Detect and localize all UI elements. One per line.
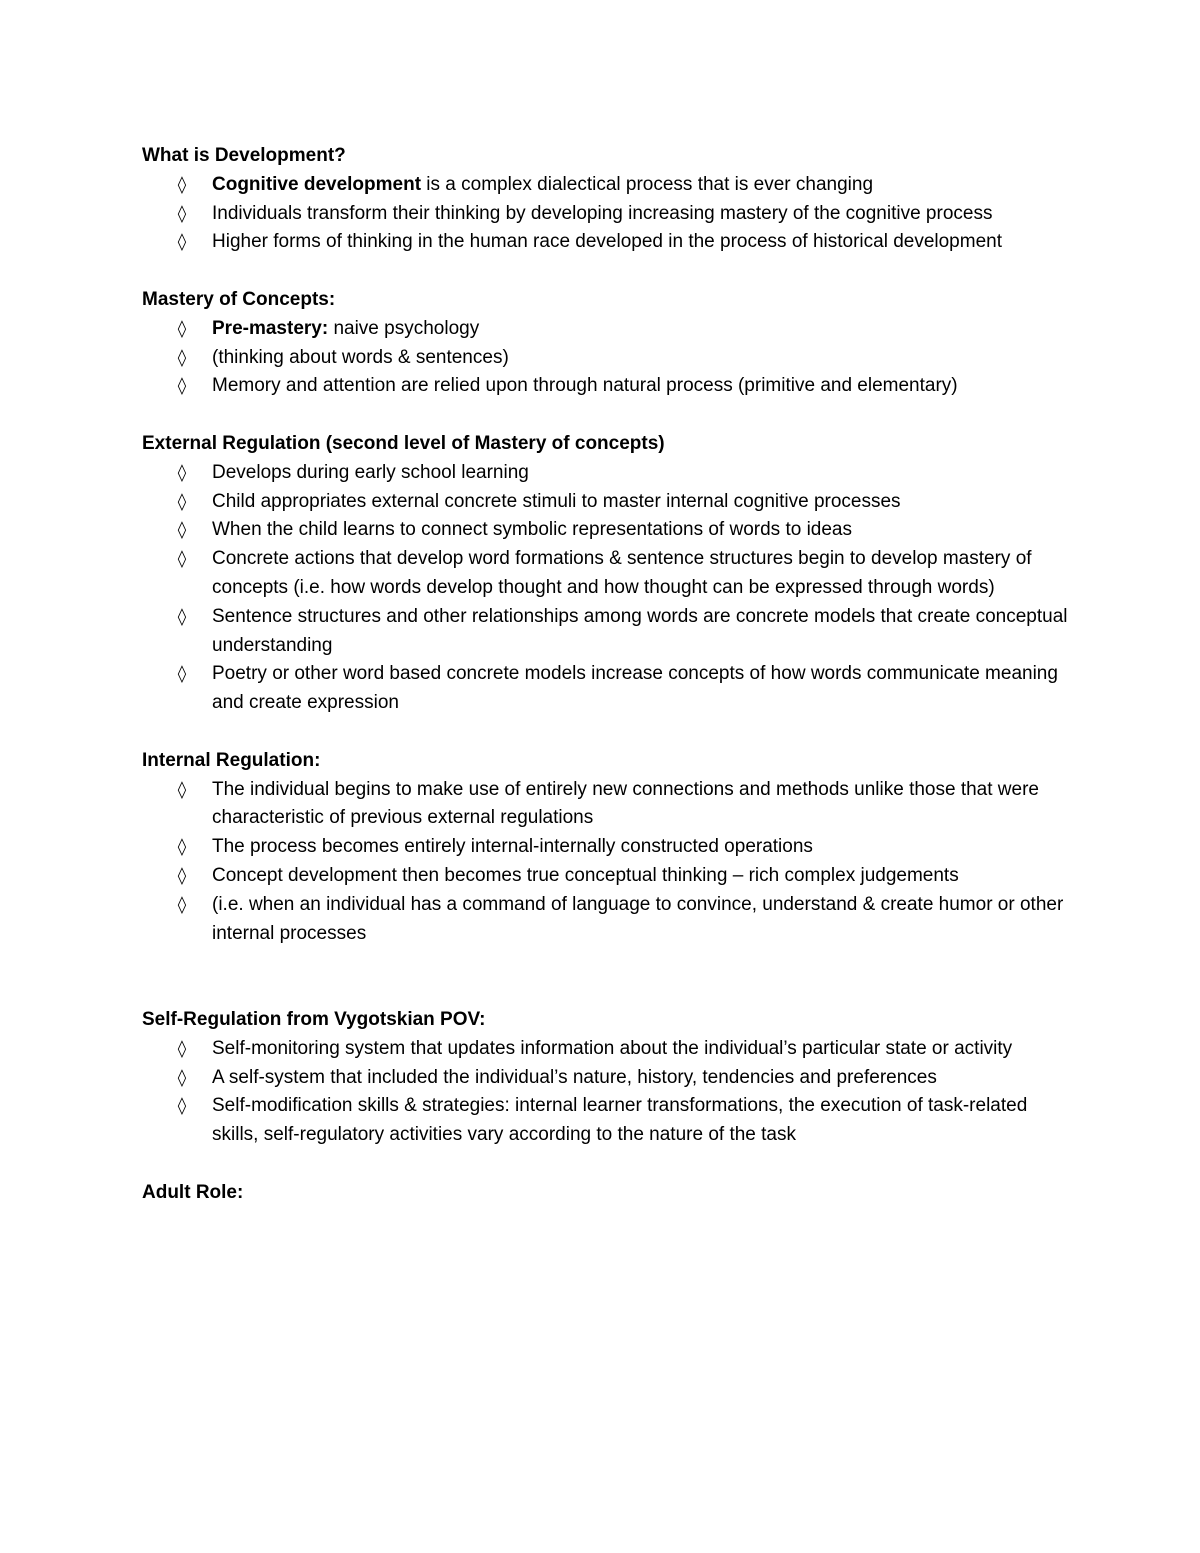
bullet-list (142, 1035, 1072, 1150)
list-item (142, 372, 1072, 401)
diamond-bullet-icon: ◊ (177, 606, 187, 627)
item-text: naive psychology (328, 317, 480, 339)
section-heading: Mastery of Concepts: (142, 288, 336, 310)
section-mastery-of-concepts (142, 286, 1072, 401)
list-item (142, 344, 1072, 373)
diamond-bullet-icon: ◊ (177, 491, 187, 512)
list-item (142, 603, 1072, 661)
list-item (142, 488, 1072, 517)
item-text: Concrete actions that develop word formations & sentence structures begin to develop mastery of concepts (i.e. how words develop thought and how thought can be expressed through words) (212, 548, 1032, 598)
section-heading: External Regulation (second level of Mastery of concepts) (142, 432, 665, 454)
item-text: Self-modification skills & strategies: internal learner transformations, the execution of task-related skills, self-regulatory activities vary according to the nature of the task (212, 1095, 1028, 1146)
item-text: (thinking about words & sentences) (212, 346, 509, 368)
item-text: The process becomes entirely internal-internally constructed operations (212, 836, 813, 858)
section-self-regulation (142, 1006, 1072, 1150)
item-text: Develops during early school learning (212, 461, 529, 483)
section-adult-role (142, 1179, 1072, 1208)
list-item (142, 228, 1072, 257)
list-item (142, 1092, 1072, 1150)
diamond-bullet-icon: ◊ (177, 203, 187, 224)
diamond-bullet-icon: ◊ (177, 664, 187, 685)
item-text: Concept development then becomes true conceptual thinking – rich complex judgements (212, 864, 959, 886)
item-lead: Cognitive development (212, 173, 422, 195)
list-item (142, 1064, 1072, 1093)
item-text: is a complex dialectical process that is ever changing (421, 173, 874, 195)
item-text: Individuals transform their thinking by developing increasing mastery of the cognitive process (212, 202, 993, 224)
list-item (142, 776, 1072, 834)
diamond-bullet-icon: ◊ (177, 549, 187, 570)
diamond-bullet-icon: ◊ (177, 318, 187, 339)
section-spacer (142, 1150, 1072, 1179)
list-item (142, 833, 1072, 862)
list-item (142, 315, 1072, 344)
section-what-is-development (142, 142, 1072, 257)
diamond-bullet-icon: ◊ (177, 779, 187, 800)
section-spacer (142, 718, 1072, 747)
diamond-bullet-icon: ◊ (177, 1067, 187, 1088)
item-text: Higher forms of thinking in the human race developed in the process of historical development (212, 231, 1002, 253)
bullet-list (142, 776, 1072, 949)
list-item (142, 891, 1072, 949)
item-text: Sentence structures and other relationships among words are concrete models that create conceptual understanding (212, 605, 1068, 656)
item-text: Child appropriates external concrete stimuli to master internal cognitive processes (212, 490, 901, 512)
section-spacer (142, 401, 1072, 430)
item-lead: Pre-mastery: (212, 317, 329, 339)
item-text: Poetry or other word based concrete models increase concepts of how words communicate meaning and create expression (212, 663, 1058, 714)
list-item (142, 459, 1072, 488)
list-item (142, 660, 1072, 718)
item-text: When the child learns to connect symbolic representations of words to ideas (212, 519, 852, 541)
item-text: Self-monitoring system that updates information about the individual’s particular state or activity (212, 1037, 1013, 1059)
section-heading: What is Development? (142, 145, 346, 166)
section-heading: Self-Regulation from Vygotskian POV: (142, 1008, 486, 1030)
diamond-bullet-icon: ◊ (177, 174, 187, 195)
bullet-list (142, 459, 1072, 718)
list-item (142, 200, 1072, 229)
diamond-bullet-icon: ◊ (177, 1038, 187, 1059)
list-item (142, 545, 1072, 603)
section-heading: Adult Role: (142, 1181, 244, 1203)
diamond-bullet-icon: ◊ (177, 894, 187, 915)
bullet-list (142, 315, 1072, 401)
diamond-bullet-icon: ◊ (177, 462, 187, 483)
item-text: A self-system that included the individual’s nature, history, tendencies and preferences (212, 1066, 937, 1088)
list-item (142, 516, 1072, 545)
document-page (142, 142, 1072, 1207)
diamond-bullet-icon: ◊ (177, 520, 187, 541)
diamond-bullet-icon: ◊ (177, 865, 187, 886)
section-heading: Internal Regulation: (142, 749, 321, 771)
item-text: Memory and attention are relied upon through natural process (primitive and elementary) (212, 375, 958, 397)
list-item (142, 862, 1072, 891)
section-external-regulation (142, 430, 1072, 718)
diamond-bullet-icon: ◊ (177, 347, 187, 368)
section-spacer (142, 948, 1072, 1006)
diamond-bullet-icon: ◊ (177, 837, 187, 858)
list-item (142, 171, 1072, 200)
list-item (142, 1035, 1072, 1064)
section-spacer (142, 257, 1072, 286)
bullet-list (142, 171, 1072, 257)
diamond-bullet-icon: ◊ (177, 1096, 187, 1117)
item-text: (i.e. when an individual has a command of language to convince, understand & create humor or other internal processes (212, 893, 1064, 944)
section-internal-regulation (142, 747, 1072, 949)
diamond-bullet-icon: ◊ (177, 376, 187, 397)
item-text: The individual begins to make use of entirely new connections and methods unlike those that were characteristic of previous external regulations (212, 778, 1039, 829)
diamond-bullet-icon: ◊ (177, 232, 187, 253)
